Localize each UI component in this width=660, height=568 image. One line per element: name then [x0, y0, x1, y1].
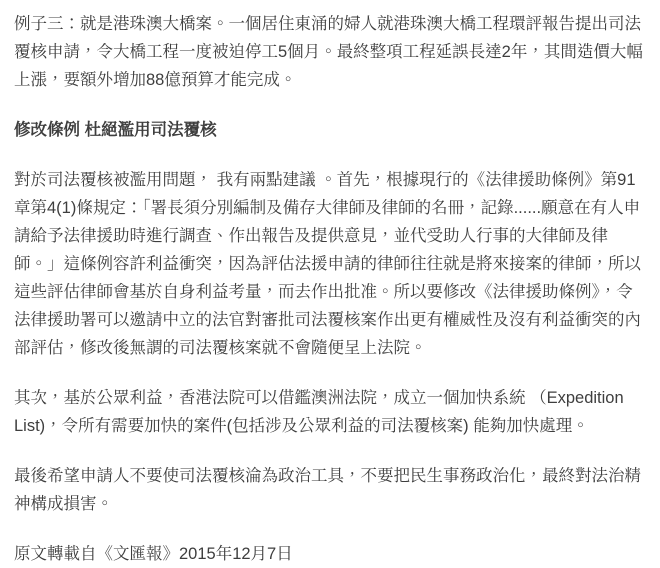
- paragraph-closing: 最後希望申請人不要使司法覆核淪為政治工具，不要把民生事務政治化，最終對法治精神構成損害。: [14, 467, 641, 513]
- paragraph-example-3: 例子三：就是港珠澳大橋案。一個居住東涌的婦人就港珠澳大橋工程環評報告提出司法覆核申請，令大橋工程一度被迫停工5個月。最終整項工程延誤長達2年，其間造價大幅上漲，要額外增加88億預算才能完成。: [14, 15, 643, 89]
- paragraph-second-suggestion: 其次，基於公眾利益，香港法院可以借鑑澳洲法院，成立一個加快系統 （Expedition List)，令所有需要加快的案件(包括涉及公眾利益的司法覆核案) 能夠加快處理。: [14, 389, 624, 435]
- paragraph-first-suggestion: 對於司法覆核被濫用問題， 我有兩點建議 。首先，根據現行的《法律援助條例》第91章第4(1)條規定：「署長須分別編制及備存大律師及律師的名冊，記錄......願意在有人申請給予法律援助時進行調查、作出報告及提供意見，並代受助人行事的大律師及律師。」這條例容許利益衝突，因為評估法援申請的律師往往就是將來接案的律師，所以這些評估律師會基於自身利益考量，而去作出批准。所以要修改《法律援助條例》，令法律援助署可以邀請中立的法官對審批司法覆核案作出更有權威性及沒有利益衝突的內部評估，修改後無謂的司法覆核案就不會隨便呈上法院。: [14, 171, 641, 357]
- source-attribution: 原文轉載自《文匯報》2015年12月7日: [14, 545, 293, 563]
- section-heading: 修改條例 杜絕濫用司法覆核: [14, 121, 217, 139]
